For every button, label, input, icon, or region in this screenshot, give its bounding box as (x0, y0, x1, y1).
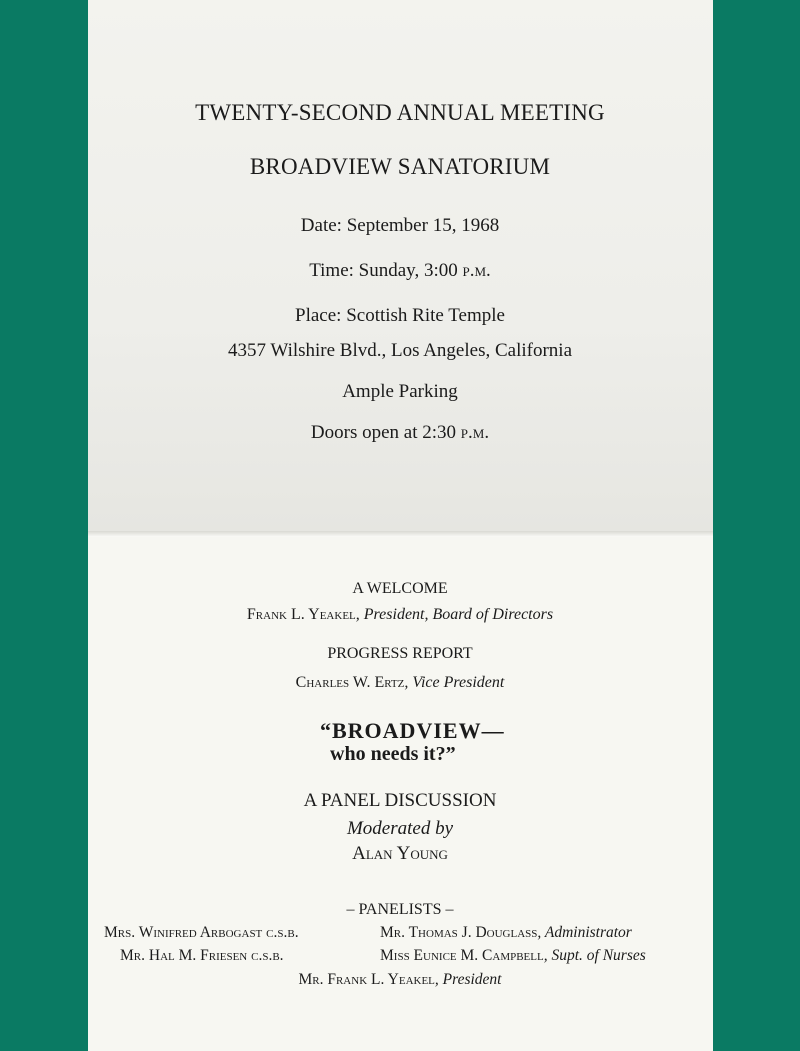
feature-title: “BROADVIEW— (320, 718, 505, 743)
panelist-campbell-name: Miss Eunice M. Campbell (380, 947, 544, 964)
progress-report-speaker-role: , Vice President (404, 674, 505, 691)
feature-subtitle: who needs it?” (330, 743, 456, 765)
doors-open (0, 422, 800, 444)
meeting-time-ampm: p.m. (462, 260, 491, 281)
welcome-title: A WELCOME (352, 580, 448, 597)
panelist-arbogast: Mrs. Winifred Arbogast c.s.b. (104, 924, 299, 941)
panel-discussion-title: A PANEL DISCUSSION (303, 790, 497, 811)
progress-report-title: PROGRESS REPORT (327, 645, 473, 662)
panelist-campbell (380, 947, 646, 965)
welcome-speaker-role: , President, Board of Directors (355, 606, 554, 623)
welcome-speaker (0, 606, 800, 624)
panelist-yeakel-role: , President (434, 971, 502, 988)
progress-report-speaker-name: Charles W. Ertz (295, 674, 405, 691)
panelist-friesen: Mr. Hal M. Friesen c.s.b. (120, 947, 284, 964)
meeting-heading: TWENTY-SECOND ANNUAL MEETING (195, 100, 605, 125)
meeting-time-text: Time: Sunday, 3:00 (309, 260, 463, 281)
meeting-address: 4357 Wilshire Blvd., Los Angeles, California (227, 340, 572, 361)
doors-open-text: Doors open at 2:30 (310, 422, 461, 443)
meeting-place: Place: Scottish Rite Temple (295, 305, 505, 326)
parking-note: Ample Parking (342, 381, 458, 402)
organization-name: BROADVIEW SANATORIUM (249, 154, 551, 179)
moderator-name: Alan Young (352, 843, 448, 864)
progress-report-speaker (0, 674, 800, 692)
panelist-douglass (380, 924, 632, 942)
panelist-douglass-name: Mr. Thomas J. Douglass (380, 924, 538, 941)
panelist-yeakel (0, 971, 800, 989)
meeting-date: Date: September 15, 1968 (300, 215, 500, 236)
moderated-by-label: Moderated by (346, 818, 454, 839)
panelists-heading: – PANELISTS – (346, 901, 454, 918)
panelist-campbell-role: , Supt. of Nurses (543, 947, 646, 964)
panelist-yeakel-name: Mr. Frank L. Yeakel (298, 971, 435, 988)
welcome-speaker-name: Frank L. Yeakel (246, 606, 356, 623)
panelist-douglass-role: , Administrator (537, 924, 632, 941)
meeting-time (0, 260, 800, 282)
doors-open-ampm: p.m. (460, 422, 490, 443)
